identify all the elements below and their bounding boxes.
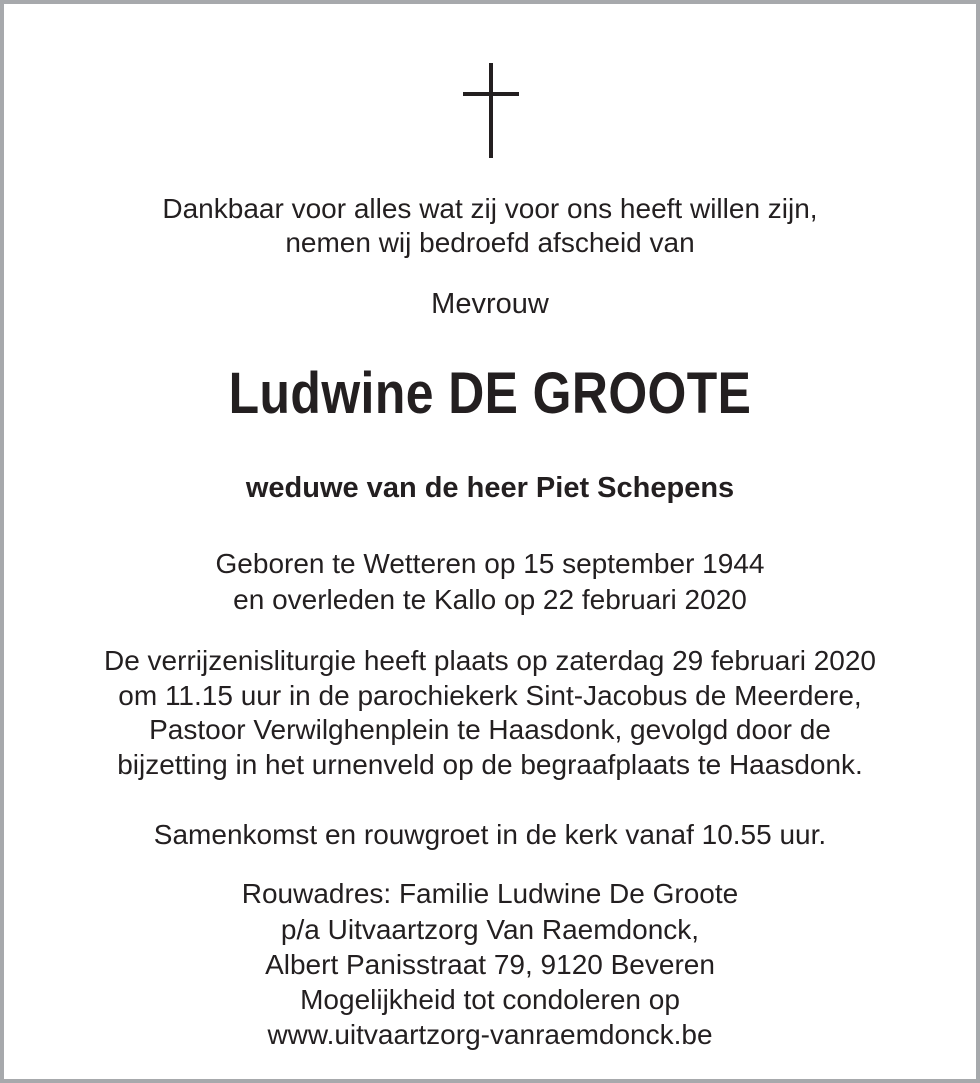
- address-line-2: p/a Uitvaartzorg Van Raemdonck,: [280, 914, 700, 945]
- honorific: Mevrouw: [431, 288, 549, 320]
- cross-icon: [463, 63, 519, 158]
- address-line-1: Rouwadres: Familie Ludwine De Groote: [241, 878, 739, 909]
- service-line-4: bijzetting in het urnenveld op de begraafplaats te Haasdonk.: [117, 749, 863, 780]
- intro-line-2: nemen wij bedroefd afscheid van: [285, 227, 695, 258]
- website-link[interactable]: www.uitvaartzorg-vanraemdonck.be: [267, 1019, 713, 1050]
- service-line-2: om 11.15 uur in de parochiekerk Sint-Jacobus de Meerdere,: [118, 680, 862, 711]
- service-line-3: Pastoor Verwilghenplein te Haasdonk, gevolgd door de: [149, 714, 831, 745]
- address-line-4: Mogelijkheid tot condoleren op: [300, 984, 680, 1015]
- birth-line: Geboren te Wetteren op 15 september 1944: [215, 548, 765, 579]
- address-line-3: Albert Panisstraat 79, 9120 Beveren: [265, 949, 715, 980]
- deceased-name: Ludwine DE GROOTE: [228, 361, 752, 426]
- service-line-1: De verrijzenisliturgie heeft plaats op zaterdag 29 februari 2020: [103, 645, 876, 676]
- death-line: en overleden te Kallo op 22 februari 2020: [233, 584, 747, 615]
- relation-line: weduwe van de heer Piet Schepens: [245, 472, 735, 504]
- intro-line-1: Dankbaar voor alles wat zij voor ons heeft willen zijn,: [162, 193, 818, 224]
- gathering-line: Samenkomst en rouwgroet in de kerk vanaf 10.55 uur.: [153, 819, 827, 850]
